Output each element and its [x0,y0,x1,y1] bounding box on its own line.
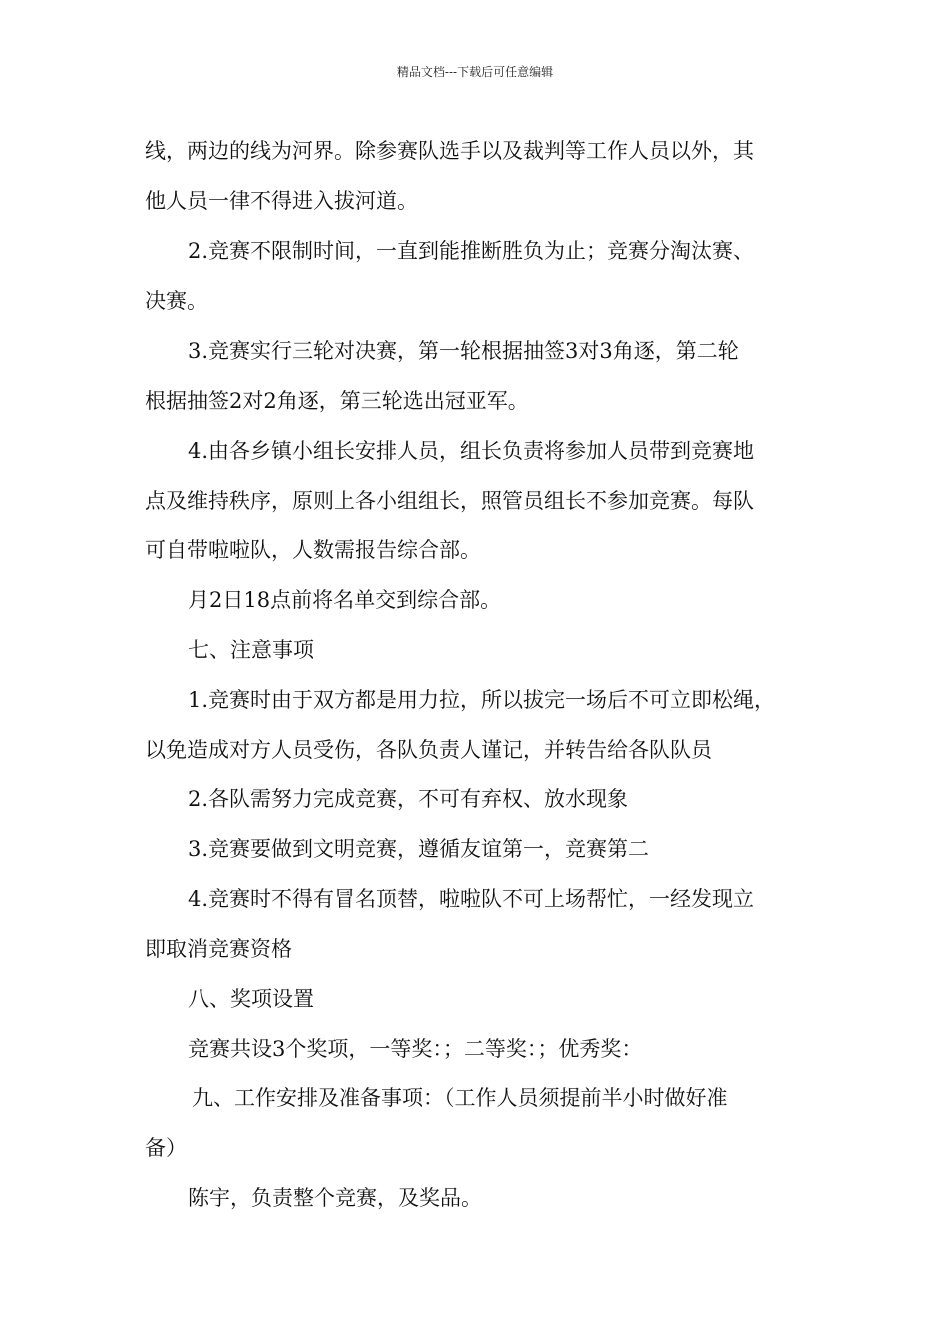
section-heading: 七、注意事项 [188,638,314,662]
text-line: 点及维持秩序，原则上各小组组长，照管员组长不参加竞赛。每队 [145,489,754,513]
text-line: 他人员一律不得进入拔河道。 [145,189,418,213]
text-line: 根据抽签2对2角逐，第三轮选出冠亚军。 [145,389,529,413]
text-line: 陈宇，负责整个竞赛，及奖品。 [188,1186,482,1210]
text-line: 月2日18点前将名单交到综合部。 [188,588,502,612]
text-line: 4.竞赛时不得有冒名顶替，啦啦队不可上场帮忙，一经发现立 [188,887,755,911]
text-line: 4.由各乡镇小组长安排人员，组长负责将参加人员带到竞赛地 [188,439,755,463]
text-line: 3.竞赛要做到文明竞赛，遵循友谊第一，竞赛第二 [188,837,650,861]
text-line: 即取消竞赛资格 [145,937,292,961]
text-line: 备） [145,1136,187,1160]
text-line: 竞赛共设3个奖项，一等奖：；二等奖：；优秀奖： [188,1037,643,1061]
text-line: 3.竞赛实行三轮对决赛，第一轮根据抽签3对3角逐，第二轮 [188,339,739,363]
text-line: 2.各队需努力完成竞赛，不可有弃权、放水现象 [188,787,629,811]
text-line: 1.竞赛时由于双方都是用力拉，所以拔完一场后不可立即松绳， [188,688,776,712]
text-line: 决赛。 [145,289,208,313]
section-heading: 九、工作安排及准备事项：（工作人员须提前半小时做好准 [192,1086,728,1110]
page-header: 精品文档---下载后可任意编辑 [396,65,554,79]
text-line: 可自带啦啦队，人数需报告综合部。 [145,538,481,562]
text-line: 以免造成对方人员受伤，各队负责人谨记，并转告给各队队员 [145,738,712,762]
text-line: 2.竞赛不限制时间，一直到能推断胜负为止；竞赛分淘汰赛、 [188,239,755,263]
section-heading: 八、奖项设置 [188,987,314,1011]
text-line: 线，两边的线为河界。除参赛队选手以及裁判等工作人员以外，其 [145,139,754,163]
